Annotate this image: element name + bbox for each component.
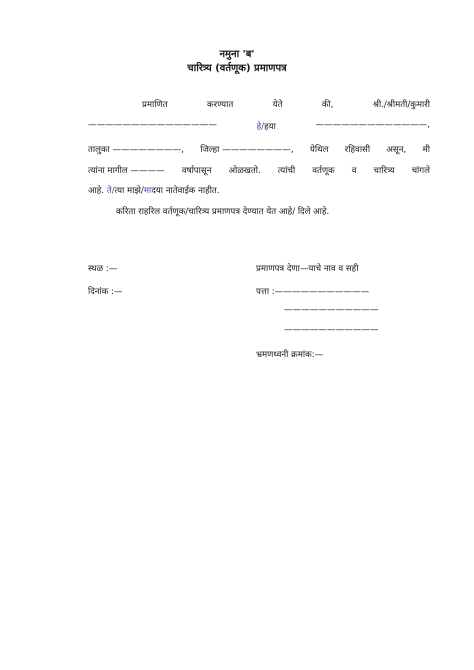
name-blank: ——————————————— — [88, 120, 217, 130]
word: त्यांची — [277, 166, 296, 176]
address-line-2: ——————————— — [284, 305, 379, 315]
word: व — [351, 166, 357, 176]
word: वर्षापासून — [181, 166, 212, 176]
date-label: दिनांक :— — [88, 287, 123, 297]
word: असून, — [386, 145, 407, 155]
pronoun-he: हे/ — [256, 122, 265, 132]
word: त्या माझे/ — [114, 186, 144, 196]
address-label: पत्ता :——————————— — [256, 287, 370, 297]
pronoun — [257, 120, 276, 132]
body-line-5 — [88, 184, 430, 196]
certificate-title: चारित्र्य (वर्तणूक) प्रमाणपत्र — [187, 63, 287, 74]
word: येते — [272, 100, 283, 110]
pronoun-te: ते/ — [106, 186, 115, 196]
word: की, — [321, 100, 334, 110]
body-line-4 — [88, 164, 430, 176]
body-line-3 — [88, 143, 430, 155]
body-line-2 — [88, 120, 430, 132]
years-blank: त्यांना मागील ———— — [88, 166, 165, 176]
word: श्री./श्रीमती/कुमारी — [372, 100, 430, 110]
taluka-blank: तालुका ————————, — [88, 145, 184, 155]
body-line-1 — [142, 98, 430, 110]
issuer-name-label: प्रमाणपत्र देणा—याचे नाव व सही — [256, 264, 359, 274]
village-blank: —————————————, — [315, 120, 430, 130]
word: करण्यात — [206, 100, 234, 110]
word: मी — [422, 145, 430, 155]
pronoun-haya: हया — [264, 122, 276, 132]
word: वर्तणूक — [312, 166, 335, 176]
place-label: स्थळ :— — [88, 264, 118, 274]
word: रहिवासी — [344, 145, 371, 155]
word: प्रमाणित — [142, 100, 168, 110]
word: ओळखतो. — [228, 166, 261, 176]
address-line-3: ——————————— — [284, 325, 379, 335]
word: येथिल — [309, 145, 329, 155]
district-blank: जिल्हा ————————, — [200, 145, 294, 155]
word: चांगले — [411, 166, 430, 176]
word: चारित्र्य — [373, 166, 395, 176]
mobile-number-label: भ्रमणध्वनी क्रमांक:— — [256, 350, 324, 360]
word: दया नातेवाईक नाहीत. — [151, 186, 220, 196]
pronoun-ma: मा — [143, 186, 152, 196]
word: आहे. — [88, 186, 105, 196]
body-line-6: करिता राहरिल वर्तणूक/चारित्र्य प्रमाणपत्र देण्यात येत आहे/ दिले आहे. — [116, 207, 330, 217]
form-number-title: नमुना 'ब' — [219, 49, 255, 60]
